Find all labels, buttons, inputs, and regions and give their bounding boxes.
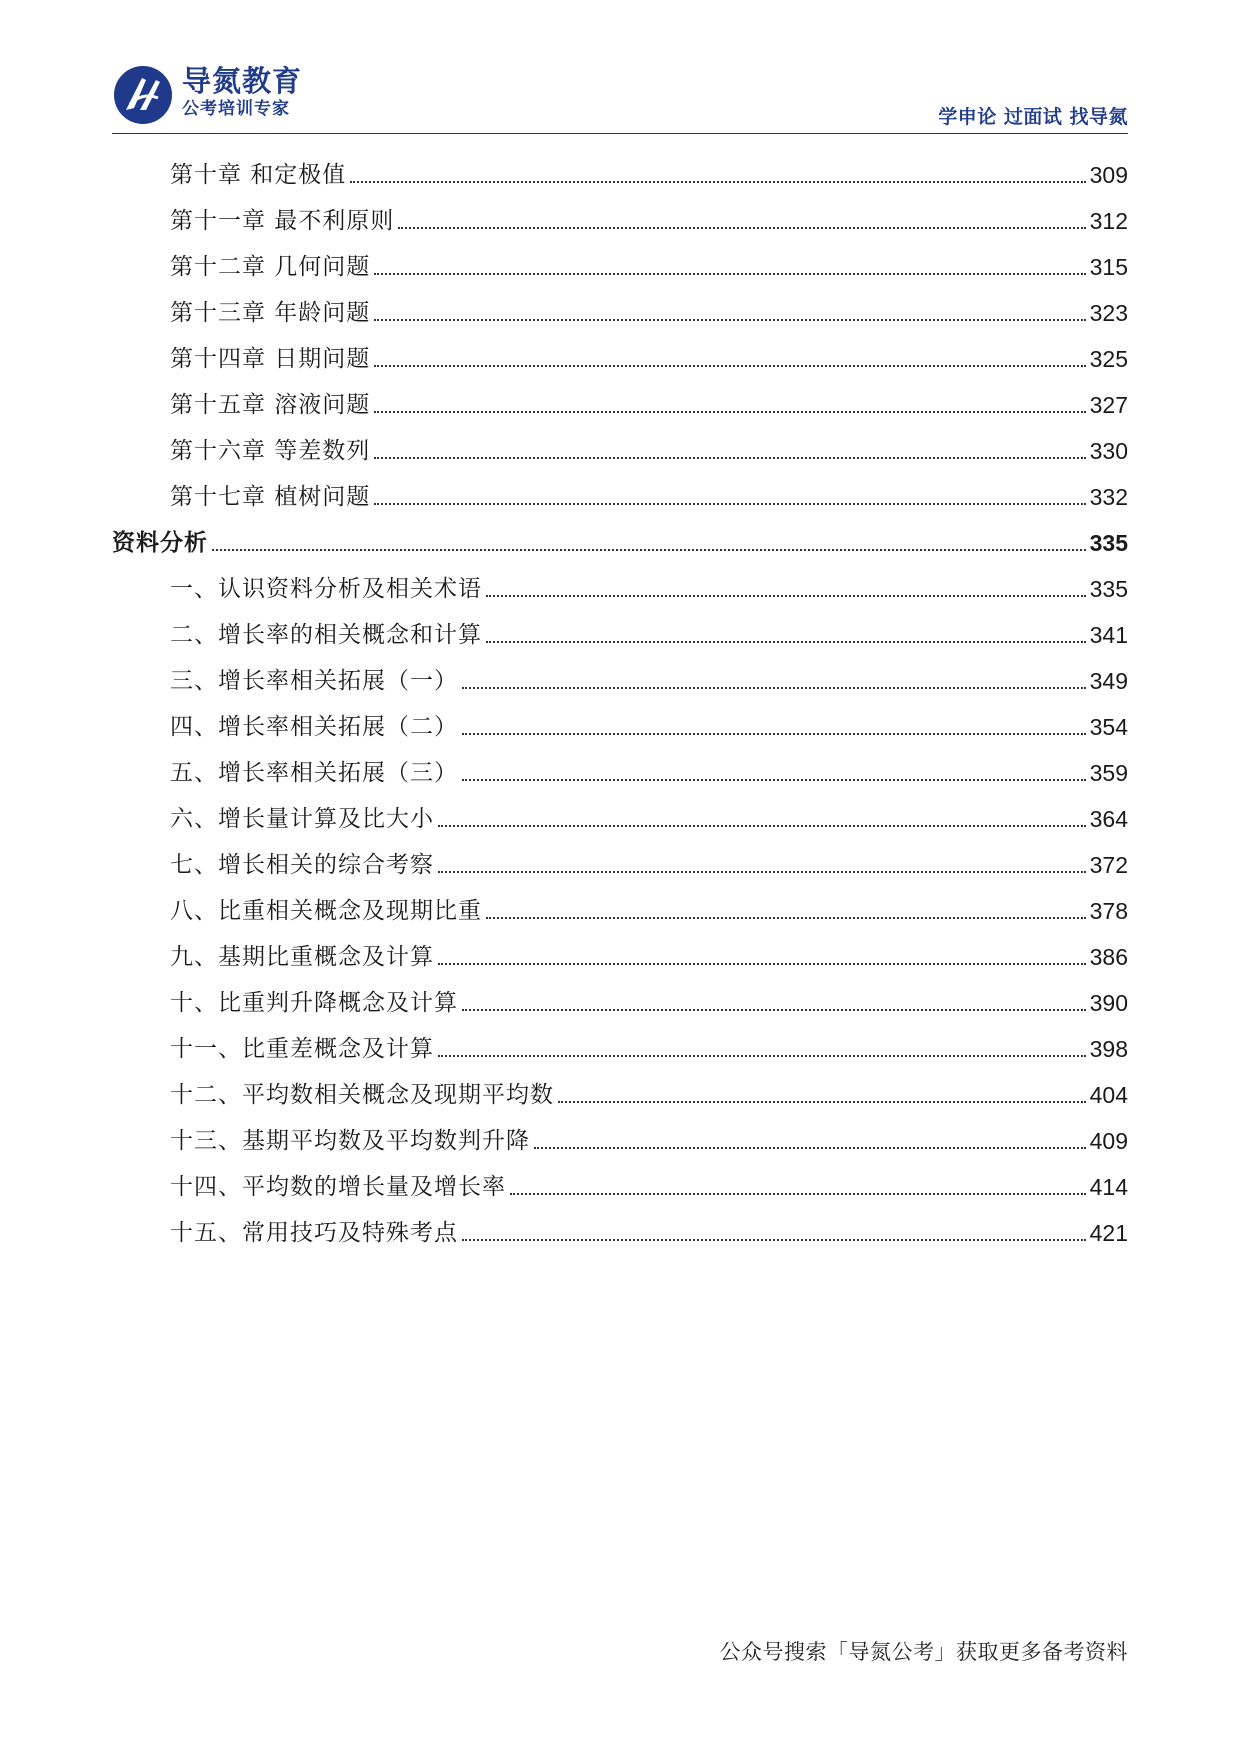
stylized-pen-logo-icon	[112, 64, 174, 126]
toc-dot-leader	[374, 273, 1085, 275]
toc-entry-title: 十四、平均数的增长量及增长率	[170, 1174, 506, 1200]
toc-entry-title: 资料分析	[112, 530, 208, 556]
toc-entry[interactable]	[112, 558, 1128, 604]
toc-dot-leader	[558, 1101, 1086, 1103]
toc-dot-leader	[438, 963, 1086, 965]
table-of-contents	[112, 144, 1128, 1248]
toc-page-number: 372	[1089, 852, 1128, 878]
toc-entry-title: 第十四章 日期问题	[170, 346, 371, 372]
toc-dot-leader	[438, 825, 1086, 827]
toc-page-number: 414	[1089, 1174, 1128, 1200]
page-header	[112, 60, 1128, 136]
page-footer: 公众号搜索「导氮公考」获取更多备考资料	[719, 1640, 1128, 1664]
toc-dot-leader	[398, 227, 1085, 229]
brand-name: 导氮教育	[182, 64, 303, 98]
toc-dot-leader	[374, 411, 1085, 413]
toc-entry-title: 六、增长量计算及比大小	[170, 806, 434, 832]
toc-dot-leader	[462, 779, 1086, 781]
toc-dot-leader	[374, 365, 1085, 367]
toc-entry-title: 第十一章 最不利原则	[170, 208, 395, 234]
toc-entry[interactable]	[112, 282, 1128, 328]
toc-entry[interactable]	[112, 236, 1128, 282]
toc-entry[interactable]	[112, 604, 1128, 650]
brand-subtitle: 公考培训专家	[182, 99, 290, 119]
header-divider	[112, 133, 1128, 134]
toc-entry[interactable]	[112, 328, 1128, 374]
toc-entry[interactable]	[112, 880, 1128, 926]
toc-entry[interactable]	[112, 972, 1128, 1018]
toc-entry[interactable]	[112, 144, 1128, 190]
toc-page-number: 325	[1089, 346, 1128, 372]
toc-page-number: 404	[1089, 1082, 1128, 1108]
toc-dot-leader	[374, 503, 1085, 505]
toc-entry[interactable]	[112, 696, 1128, 742]
toc-entry[interactable]	[112, 788, 1128, 834]
toc-section-entry[interactable]	[112, 512, 1128, 558]
toc-entry-title: 三、增长率相关拓展（一）	[170, 668, 458, 694]
toc-page-number: 390	[1089, 990, 1128, 1016]
toc-entry-title: 第十二章 几何问题	[170, 254, 371, 280]
toc-page-number: 309	[1089, 162, 1128, 188]
toc-page-number: 398	[1089, 1036, 1128, 1062]
toc-dot-leader	[486, 917, 1086, 919]
toc-page-number: 335	[1089, 530, 1128, 556]
toc-entry-title: 二、增长率的相关概念和计算	[170, 622, 482, 648]
toc-entry-title: 五、增长率相关拓展（三）	[170, 760, 458, 786]
toc-entry-title: 十一、比重差概念及计算	[170, 1036, 434, 1062]
toc-page-number: 332	[1089, 484, 1128, 510]
toc-dot-leader	[374, 457, 1085, 459]
toc-dot-leader	[462, 1009, 1086, 1011]
toc-page-number: 386	[1089, 944, 1128, 970]
toc-entry[interactable]	[112, 190, 1128, 236]
toc-page-number: 359	[1089, 760, 1128, 786]
toc-entry[interactable]	[112, 926, 1128, 972]
toc-page-number: 335	[1089, 576, 1128, 602]
toc-dot-leader	[438, 871, 1086, 873]
toc-entry[interactable]	[112, 374, 1128, 420]
toc-entry-title: 十、比重判升降概念及计算	[170, 990, 458, 1016]
toc-page-number: 364	[1089, 806, 1128, 832]
toc-entry-title: 第十章 和定极值	[170, 162, 347, 188]
toc-dot-leader	[462, 687, 1086, 689]
toc-dot-leader	[510, 1193, 1086, 1195]
toc-page-number: 378	[1089, 898, 1128, 924]
toc-entry[interactable]	[112, 834, 1128, 880]
toc-page-number: 409	[1089, 1128, 1128, 1154]
toc-page-number: 421	[1089, 1220, 1128, 1246]
toc-entry-title: 第十五章 溶液问题	[170, 392, 371, 418]
toc-entry-title: 四、增长率相关拓展（二）	[170, 714, 458, 740]
toc-entry-title: 十二、平均数相关概念及现期平均数	[170, 1082, 554, 1108]
brand-block	[182, 64, 302, 120]
toc-entry[interactable]	[112, 1202, 1128, 1248]
toc-page-number: 341	[1089, 622, 1128, 648]
toc-entry[interactable]	[112, 466, 1128, 512]
toc-entry-title: 九、基期比重概念及计算	[170, 944, 434, 970]
toc-dot-leader	[350, 181, 1085, 183]
toc-page-number: 315	[1089, 254, 1128, 280]
toc-page-number: 312	[1089, 208, 1128, 234]
toc-dot-leader	[486, 595, 1086, 597]
toc-dot-leader	[462, 733, 1086, 735]
toc-entry[interactable]	[112, 742, 1128, 788]
toc-entry[interactable]	[112, 1110, 1128, 1156]
toc-dot-leader	[212, 549, 1086, 551]
toc-entry[interactable]	[112, 1064, 1128, 1110]
toc-entry[interactable]	[112, 1018, 1128, 1064]
toc-dot-leader	[438, 1055, 1086, 1057]
toc-dot-leader	[374, 319, 1085, 321]
toc-entry-title: 七、增长相关的综合考察	[170, 852, 434, 878]
toc-entry-title: 十五、常用技巧及特殊考点	[170, 1220, 458, 1246]
toc-page-number: 323	[1089, 300, 1128, 326]
toc-page-number: 330	[1089, 438, 1128, 464]
toc-dot-leader	[462, 1239, 1086, 1241]
toc-page-number: 354	[1089, 714, 1128, 740]
toc-dot-leader	[534, 1147, 1086, 1149]
toc-entry[interactable]	[112, 1156, 1128, 1202]
header-slogan: 学申论 过面试 找导氮	[938, 106, 1128, 128]
toc-entry-title: 第十三章 年龄问题	[170, 300, 371, 326]
toc-entry-title: 十三、基期平均数及平均数判升降	[170, 1128, 530, 1154]
toc-entry-title: 第十六章 等差数列	[170, 438, 371, 464]
toc-page-number: 349	[1089, 668, 1128, 694]
toc-page-number: 327	[1089, 392, 1128, 418]
toc-entry-title: 一、认识资料分析及相关术语	[170, 576, 482, 602]
toc-dot-leader	[486, 641, 1086, 643]
toc-entry-title: 第十七章 植树问题	[170, 484, 371, 510]
toc-entry-title: 八、比重相关概念及现期比重	[170, 898, 482, 924]
toc-entry[interactable]	[112, 650, 1128, 696]
toc-entry[interactable]	[112, 420, 1128, 466]
